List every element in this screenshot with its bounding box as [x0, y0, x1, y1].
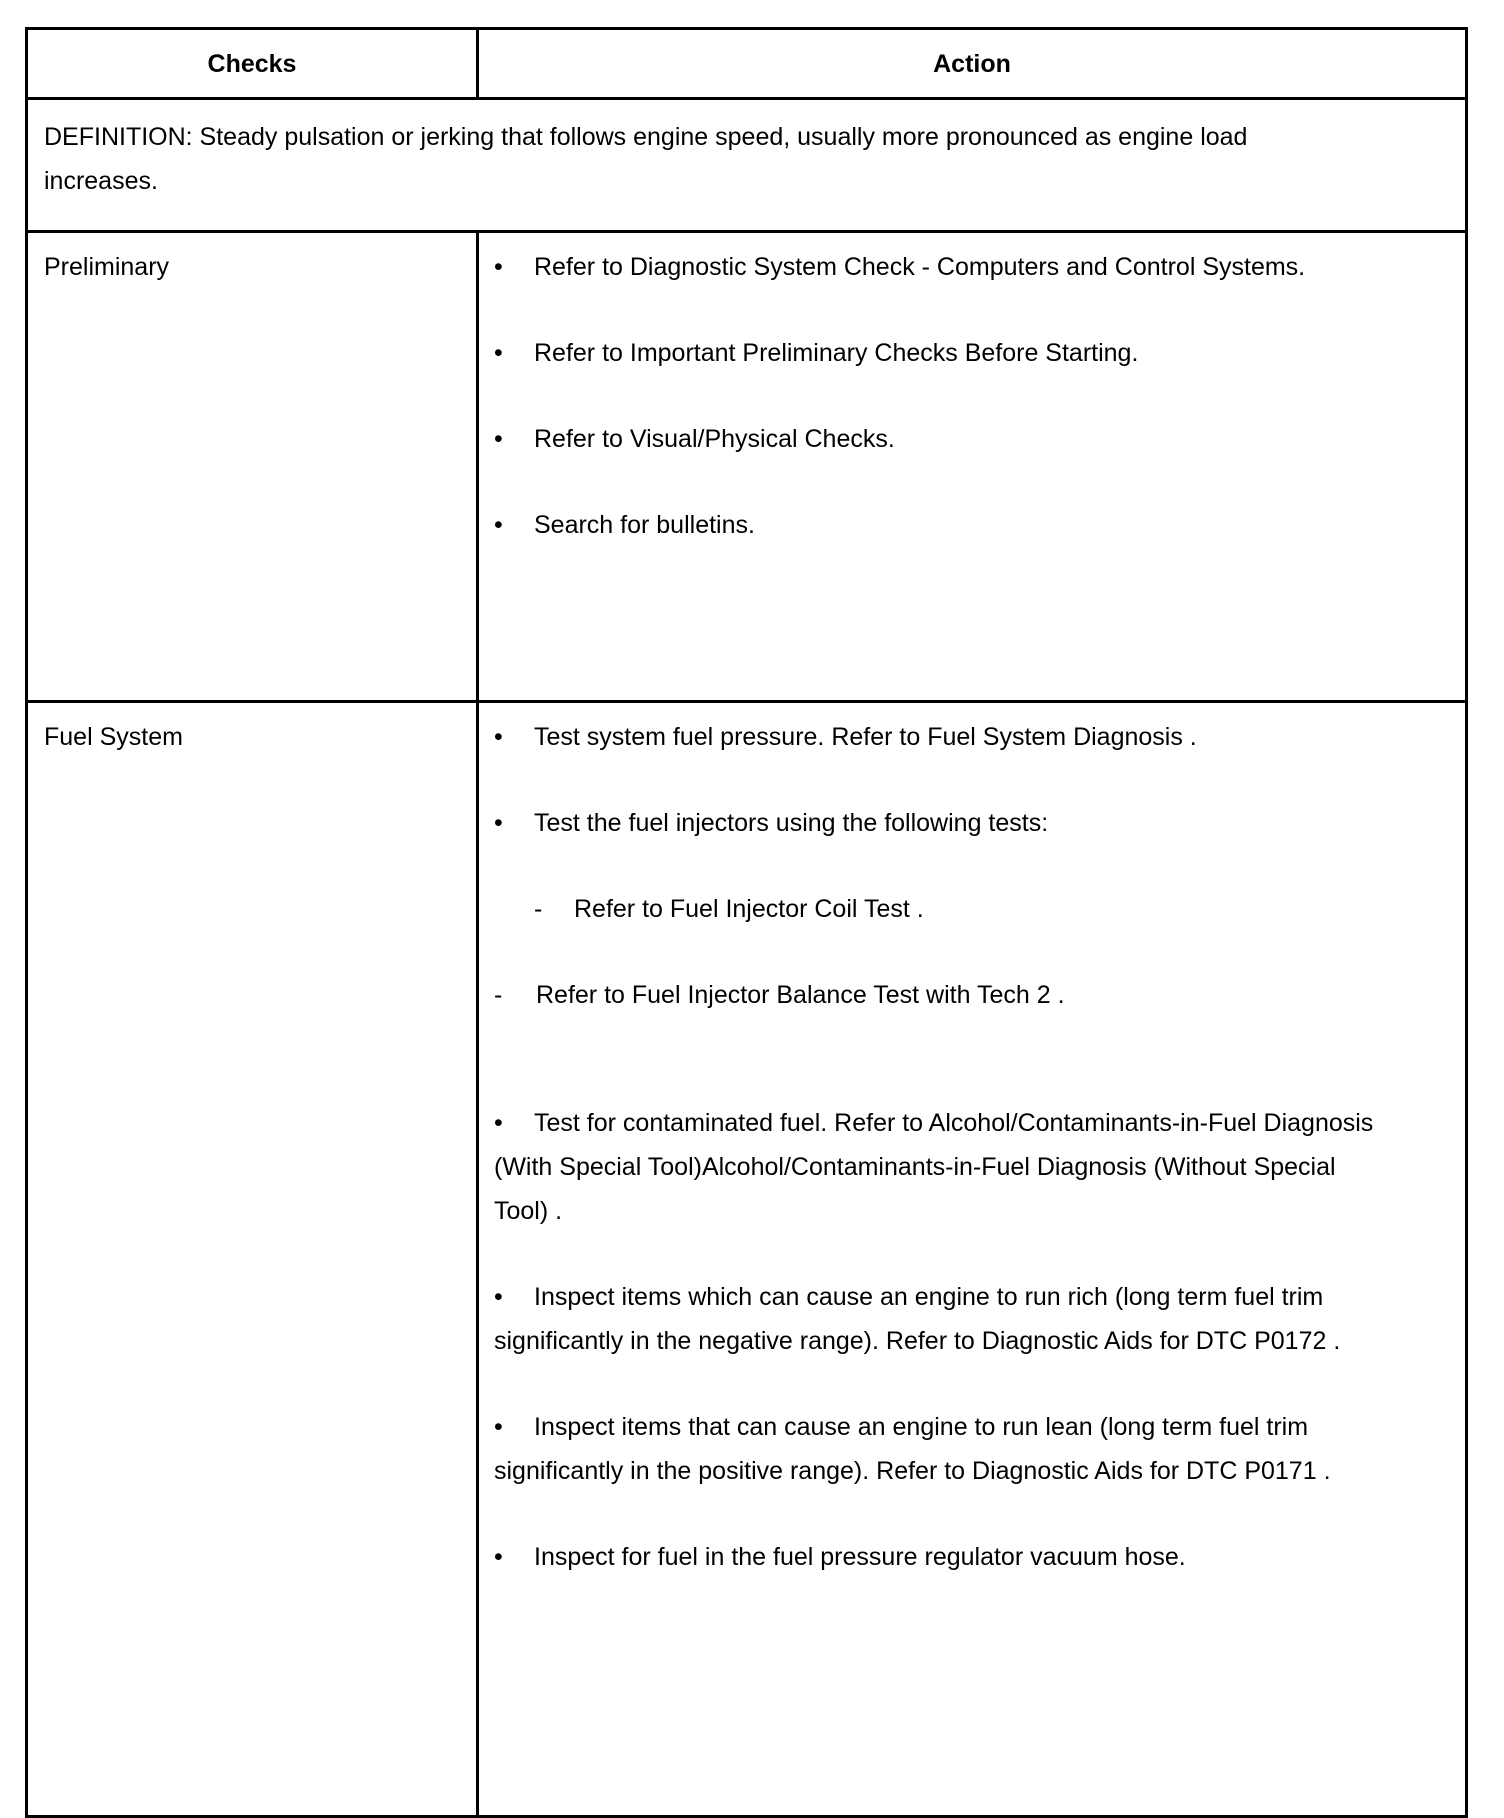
action-header: Action: [478, 29, 1467, 99]
bullet-icon: •: [494, 1109, 503, 1137]
bullet-icon: •: [494, 425, 503, 453]
dash-icon: -: [534, 895, 543, 923]
definition-row: [27, 99, 1467, 232]
list-item: [494, 715, 1395, 759]
action-text: Inspect items that can cause an engine to run lean (long term fuel trim significantly in the positive range). Refer to Diagnostic Aids for DTC P0171 .: [494, 1413, 1331, 1485]
list-item: [494, 1535, 1395, 1579]
bullet-icon: •: [494, 253, 503, 281]
check-preliminary: Preliminary: [27, 232, 478, 702]
bullet-icon: •: [494, 511, 503, 539]
action-text: Test system fuel pressure. Refer to Fuel System Diagnosis .: [534, 723, 1197, 751]
bullet-icon: •: [494, 723, 503, 751]
bullet-icon: •: [494, 809, 503, 837]
action-text: Refer to Diagnostic System Check - Computers and Control Systems.: [534, 253, 1306, 281]
action-text: Refer to Important Preliminary Checks Before Starting.: [534, 339, 1139, 367]
dash-icon: -: [494, 981, 503, 1009]
action-list-preliminary: [478, 232, 1467, 702]
bullet-icon: •: [494, 339, 503, 367]
bullet-icon: •: [494, 1413, 503, 1441]
definition-text: DEFINITION: Steady pulsation or jerking that follows engine speed, usually more pronounced as engine load increases.: [27, 99, 1467, 232]
list-item: [494, 245, 1395, 289]
list-item: [494, 801, 1395, 845]
action-text: Inspect items which can cause an engine to run rich (long term fuel trim significantly in the negative range). Refer to Diagnostic Aids for DTC P0172 .: [494, 1283, 1341, 1355]
action-text: Refer to Visual/Physical Checks.: [534, 425, 895, 453]
list-item: [494, 331, 1395, 375]
symptom-table: [25, 27, 1468, 1818]
table-row: [27, 702, 1467, 1817]
action-text: Test for contaminated fuel. Refer to Alcohol/Contaminants-in-Fuel Diagnosis (With Special Tool)Alcohol/Contaminants-in-Fuel Diagnosis (Without Special Tool) .: [494, 1109, 1374, 1225]
list-item: [494, 503, 1395, 547]
list-item: [494, 1101, 1395, 1233]
list-item: [494, 887, 1395, 931]
bullet-icon: •: [494, 1283, 503, 1311]
table-row: [27, 232, 1467, 702]
action-text: Search for bulletins.: [534, 511, 755, 539]
list-item: [494, 973, 1395, 1017]
checks-header: Checks: [27, 29, 478, 99]
action-text: Refer to Fuel Injector Balance Test with Tech 2 .: [536, 981, 1065, 1009]
action-list-fuel-system: [478, 702, 1467, 1817]
check-fuel-system: Fuel System: [27, 702, 478, 1817]
list-item: [494, 417, 1395, 461]
bullet-icon: •: [494, 1543, 503, 1571]
action-text: Inspect for fuel in the fuel pressure regulator vacuum hose.: [534, 1543, 1186, 1571]
list-item: [494, 1405, 1395, 1493]
list-item: [494, 1275, 1395, 1363]
action-text: Test the fuel injectors using the following tests:: [534, 809, 1049, 837]
action-text: Refer to Fuel Injector Coil Test .: [574, 895, 924, 923]
header-row: [27, 29, 1467, 99]
